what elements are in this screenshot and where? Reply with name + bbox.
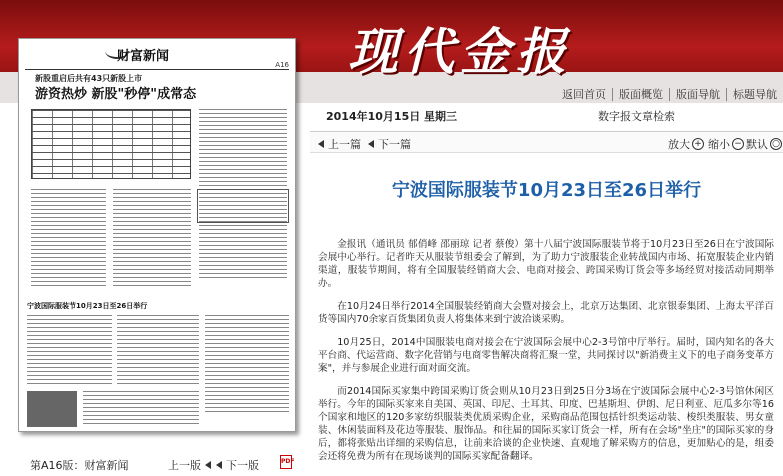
pdf-icon[interactable]: PDF <box>280 455 292 469</box>
next-article-button[interactable] <box>368 136 411 152</box>
preview-highlight-headline: 宁波国际服装节10月23日至26日举行 <box>27 302 148 310</box>
preview-rule <box>25 69 289 70</box>
preview-photo <box>27 391 77 427</box>
prev-article-button[interactable] <box>318 136 361 152</box>
nav-titles-link[interactable]: 标题导航 <box>726 88 783 101</box>
preview-ad-box <box>197 189 289 223</box>
next-page-label: 下一版 <box>226 459 259 472</box>
nav-layout-link[interactable]: 版面导航 <box>669 88 726 101</box>
reset-icon: ○ <box>770 138 782 150</box>
preview-text-block <box>205 315 289 415</box>
prev-page-button[interactable] <box>168 457 215 473</box>
zoom-in-label: 放大 <box>668 138 690 151</box>
preview-text-block <box>83 391 199 427</box>
preview-text-block <box>31 189 106 289</box>
article-paragraph: 10月25日，2014中国服装电商对接会在宁波国际会展中心2-3号馆中厅举行。届时，国内知名的各大平台商、代运营商、数字化营销与电商零售解决商将汇聚一堂，共同探讨以"新消费主义下的电子商务变革方案"，并与参展企业进行面对面交流。 <box>318 337 774 374</box>
arrow-left-icon <box>318 140 324 148</box>
page-preview[interactable] <box>18 38 296 432</box>
preview-section-logo: 财富新闻 <box>117 49 170 64</box>
preview-text-block <box>27 315 112 385</box>
next-page-button[interactable] <box>216 457 259 473</box>
prev-article-label: 上一篇 <box>328 138 361 151</box>
arrow-left-icon <box>216 461 222 469</box>
nav-overview-link[interactable]: 版面概览 <box>612 88 669 101</box>
preview-text-block <box>117 315 199 385</box>
issue-date: 2014年10月15日 星期三 <box>326 110 458 123</box>
top-nav <box>556 88 783 101</box>
article-title: 宁波国际服装节10月23日至26日举行 <box>391 180 702 201</box>
preview-headline: 游资热炒 新股"秒停"成常态 <box>35 87 197 102</box>
next-article-label: 下一篇 <box>378 138 411 151</box>
preview-page-number: A16 <box>275 61 289 69</box>
article-paragraph: 金报讯（通讯员 郁俏峰 邵丽琼 记者 蔡俊）第十八届宁波国际服装节将于10月23日至26日在宁波国际会展中心举行。记者昨天从服装节组委会了解到，为了助力宁波服装企业转战国内市场、拓宽服装企业内销渠道，服装节期间，将有全国服装经销商大会、电商对接会、跨国采购订货会等多场经贸对接活动同期举办。 <box>318 239 774 289</box>
default-size-button[interactable] <box>746 136 782 152</box>
brand-logo: 现代金报 <box>348 22 572 81</box>
zoom-out-label: 缩小 <box>708 138 730 151</box>
article-body <box>318 238 774 473</box>
minus-icon: − <box>732 138 744 150</box>
zoom-out-button[interactable] <box>708 136 744 152</box>
article-search-link[interactable]: 数字报文章检索 <box>598 110 675 123</box>
zoom-in-button[interactable] <box>668 136 704 152</box>
page-footer <box>0 449 310 476</box>
footer-page-label: 第A16版：财富新闻 <box>30 459 129 472</box>
preview-subheadline: 新股重启后共有43只新股上市 <box>35 74 143 83</box>
preview-text-block <box>113 189 191 289</box>
article-toolbar <box>310 131 783 153</box>
plus-icon: + <box>692 138 704 150</box>
default-size-label: 默认 <box>746 138 768 151</box>
preview-table <box>31 109 191 179</box>
arrow-left-icon <box>205 461 211 469</box>
article-paragraph: 在10月24日举行2014全国服装经销商大会暨对接会上，北京万达集团、北京银泰集团、上海太平洋百货等国内70余家百货集团负责人将集体来到宁波洽谈采购。 <box>318 301 774 325</box>
prev-page-label: 上一版 <box>168 459 201 472</box>
nav-home-link[interactable]: 返回首页 <box>562 88 606 101</box>
arrow-left-icon <box>368 140 374 148</box>
date-bar <box>310 104 783 125</box>
article-paragraph: 而2014国际买家集中跨国采购订货会则从10月23日到25日分3场在宁波国际会展中心2-3号馆休闲区举行。今年的国际买家来自美国、英国、印尼、土耳其、印度、巴基斯坦、伊朗、尼日利亚、厄瓜多尔等16个国家和地区的120多家纺织服装类优质采购企业，采购商品范围包括针织类运动装、梭织类服装、男女童装、休闲装面料及花边等服装、服饰品。和往届的国际买家订货会一样，所有在会场"坐庄"的国际买家的身后，都将张贴出详细的采购信息，让前来洽谈的企业快速、直观地了解采购方的信息，更加贴心的是，组委会还将免费为所有在现场谈判的国际买家配备翻译。 <box>318 386 774 462</box>
